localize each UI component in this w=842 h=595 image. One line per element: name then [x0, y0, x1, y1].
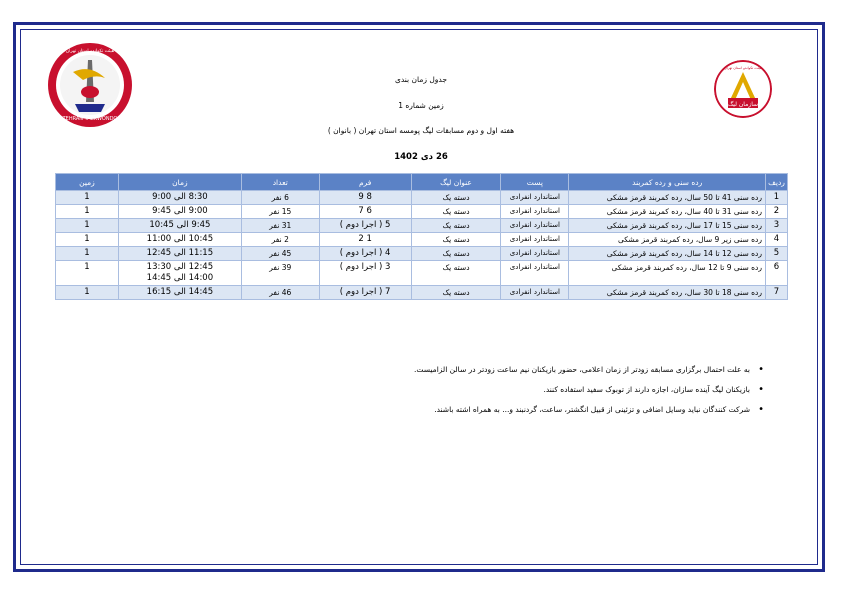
- cell-league-title: دسته یک: [411, 191, 501, 205]
- cell-form: 8 9: [319, 191, 411, 205]
- page-subtitle: هفته اول و دوم مسابقات لیگ پومسه استان تهران ( بانوان ): [327, 126, 515, 135]
- cell-count: 46 نفر: [241, 286, 319, 300]
- cell-league-title: دسته یک: [411, 219, 501, 233]
- cell-time-line-2: 14:00 الی 14:45: [146, 273, 214, 283]
- cell-field: 1: [56, 191, 119, 205]
- cell-time: 8:30 الی 9:00: [118, 191, 241, 205]
- cell-post: استاندارد انفرادی: [501, 219, 569, 233]
- cell-time: 10:45 الی 11:00: [118, 233, 241, 247]
- cell-category: رده سنی 18 تا 30 سال، رده کمربند قرمز مشکی: [569, 286, 766, 300]
- cell-field: 1: [56, 247, 119, 261]
- cell-category: رده سنی 12 تا 14 سال، رده کمربند قرمز مشکی: [569, 247, 766, 261]
- cell-row-number: 3: [766, 219, 788, 233]
- header-field: زمین: [56, 174, 119, 191]
- table-row: [56, 286, 788, 300]
- header-league-title: عنوان لیگ: [411, 174, 501, 191]
- logo-right-top-text: هیئت تکواندو استان تهران: [724, 66, 762, 70]
- schedule-table: [55, 173, 788, 300]
- cell-category: رده سنی 31 تا 40 سال، رده کمربند قرمز مشکی: [569, 205, 766, 219]
- table-row: [56, 261, 788, 286]
- cell-category: رده سنی 9 تا 12 سال، رده کمربند قرمز مشکی: [569, 261, 766, 286]
- cell-time: [118, 261, 241, 286]
- note-item: • شرکت کنندگان نباید وسایل اضافی و تزئینی از قبیل انگشتر، ساعت، گردنبند و... به همراه اشته باشند.: [414, 405, 750, 414]
- cell-form: 5 ( اجرا دوم ): [319, 219, 411, 233]
- header-time: زمان: [118, 174, 241, 191]
- cell-form: 6 7: [319, 205, 411, 219]
- cell-post: استاندارد انفرادی: [501, 247, 569, 261]
- cell-time: 11:15 الی 12:45: [118, 247, 241, 261]
- cell-field: 1: [56, 286, 119, 300]
- logo-left-bottom-text: TEHRAN TAEKWONDO: [62, 116, 118, 122]
- logo-left-top-text: هیئت تکواندو استان تهران: [65, 49, 115, 54]
- notes-list: [414, 365, 764, 425]
- cell-count: 39 نفر: [241, 261, 319, 286]
- cell-row-number: 6: [766, 261, 788, 286]
- cell-form: 7 ( اجرا دوم ): [319, 286, 411, 300]
- cell-league-title: دسته یک: [411, 286, 501, 300]
- cell-row-number: 1: [766, 191, 788, 205]
- table-row: [56, 205, 788, 219]
- cell-post: استاندارد انفرادی: [501, 191, 569, 205]
- cell-row-number: 5: [766, 247, 788, 261]
- cell-league-title: دسته یک: [411, 233, 501, 247]
- cell-league-title: دسته یک: [411, 261, 501, 286]
- table-row: [56, 247, 788, 261]
- header-post: پست: [501, 174, 569, 191]
- cell-row-number: 4: [766, 233, 788, 247]
- header-form: فرم: [319, 174, 411, 191]
- cell-count: 2 نفر: [241, 233, 319, 247]
- table-header-row: [56, 174, 788, 191]
- event-date: 26 دی 1402: [394, 152, 448, 162]
- cell-field: 1: [56, 233, 119, 247]
- cell-post: استاندارد انفرادی: [501, 233, 569, 247]
- logo-right-bottom-text: سازمان لیگ: [727, 101, 759, 108]
- note-item: • به علت احتمال برگزاری مسابقه زودتر از زمان اعلامی، حضور بازیکنان نیم ساعت زودتر در سالن الزامیست.: [414, 365, 750, 374]
- cell-post: استاندارد انفرادی: [501, 286, 569, 300]
- cell-time: 14:45 الی 16:15: [118, 286, 241, 300]
- cell-league-title: دسته یک: [411, 205, 501, 219]
- cell-form: 4 ( اجرا دوم ): [319, 247, 411, 261]
- cell-category: رده سنی 15 تا 17 سال، رده کمربند قرمز مشکی: [569, 219, 766, 233]
- table-row: [56, 233, 788, 247]
- table-row: [56, 219, 788, 233]
- cell-count: 15 نفر: [241, 205, 319, 219]
- header-category: رده سنی و رده کمربند: [569, 174, 766, 191]
- cell-form: 1 2: [319, 233, 411, 247]
- header-row-number: ردیف: [766, 174, 788, 191]
- cell-row-number: 7: [766, 286, 788, 300]
- cell-count: 6 نفر: [241, 191, 319, 205]
- cell-field: 1: [56, 261, 119, 286]
- cell-count: 45 نفر: [241, 247, 319, 261]
- field-number: زمین شماره 1: [398, 101, 444, 110]
- cell-league-title: دسته یک: [411, 247, 501, 261]
- page-title: جدول زمان بندی: [394, 75, 447, 84]
- cell-time: 9:45 الی 10:45: [118, 219, 241, 233]
- cell-form: 3 ( اجرا دوم ): [319, 261, 411, 286]
- cell-count: 31 نفر: [241, 219, 319, 233]
- cell-post: استاندارد انفرادی: [501, 205, 569, 219]
- note-item: • بازیکنان لیگ آینده سازان، اجازه دارند از توبوک سفید استفاده کنند.: [414, 385, 750, 394]
- cell-category: رده سنی زیر 9 سال، رده کمربند قرمز مشکی: [569, 233, 766, 247]
- cell-time-line-1: 12:45 الی 13:30: [146, 262, 214, 272]
- cell-post: استاندارد انفرادی: [501, 261, 569, 286]
- table-row: [56, 191, 788, 205]
- cell-field: 1: [56, 219, 119, 233]
- cell-category: رده سنی 41 تا 50 سال، رده کمربند قرمز مشکی: [569, 191, 766, 205]
- tehran-taekwondo-logo: [45, 42, 135, 128]
- header-count: تعداد: [241, 174, 319, 191]
- cell-row-number: 2: [766, 205, 788, 219]
- cell-field: 1: [56, 205, 119, 219]
- cell-time: 9:00 الی 9:45: [118, 205, 241, 219]
